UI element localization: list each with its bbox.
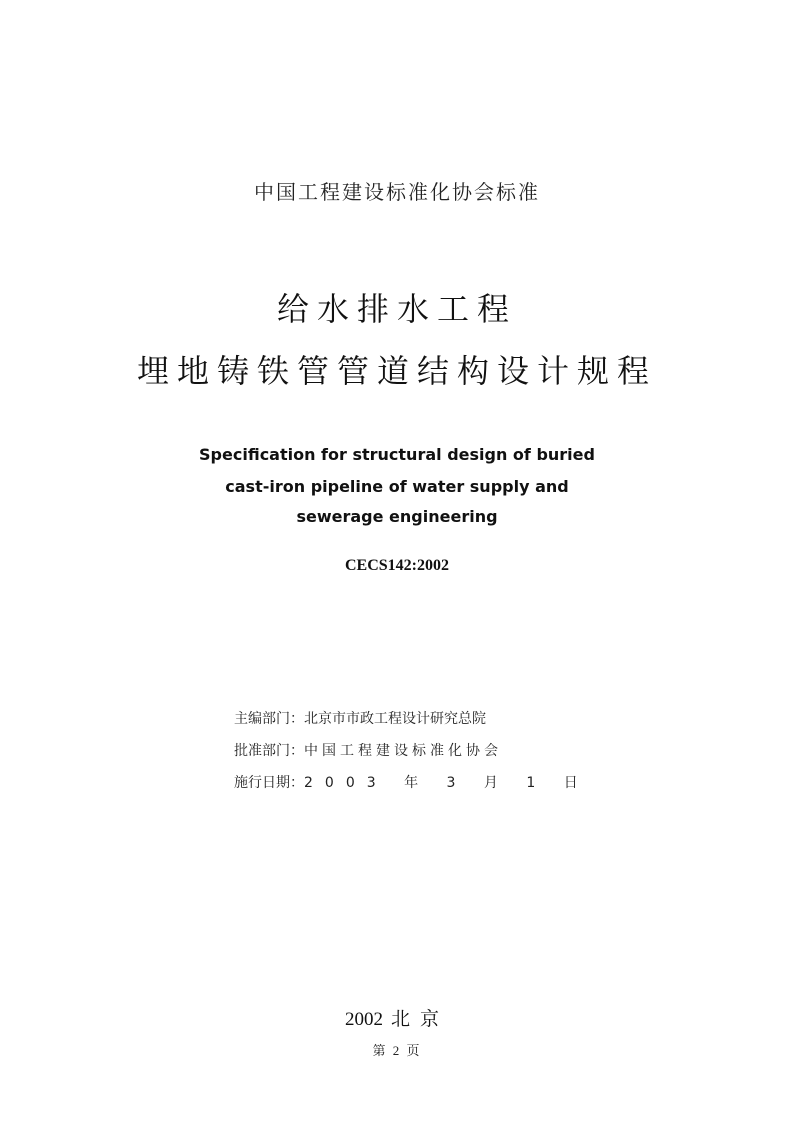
english-title-line-3: sewerage engineering [296,507,498,526]
effective-date-row [234,772,590,792]
standard-code: CECS142:2002 [344,557,449,574]
publication-city: 北京 [390,1009,449,1030]
editor-department-label: 主编部门： [234,711,304,727]
publication-year: 2002 [344,1009,383,1030]
effective-date-value: 2003 年 3 月 1 日 [304,775,590,791]
english-title-line-1: Specification for structural design of buried [199,445,595,464]
editor-department-value: 北京市市政工程设计研究总院 [304,711,486,727]
page-number: 第 2 页 [372,1043,422,1058]
document-title-line-1: 给水排水工程 [276,290,517,328]
approver-department-row [234,740,502,760]
effective-date-label: 施行日期： [234,775,304,791]
document-title-line-2: 埋地铸铁管管道结构设计规程 [136,352,657,390]
approver-department-value: 中国工程建设标准化协会 [304,743,502,759]
english-title-line-2: cast-iron pipeline of water supply and [225,477,569,496]
association-standard-heading: 中国工程建设标准化协会标准 [254,180,540,204]
publication-footer [0,1004,794,1031]
approver-department-label: 批准部门： [234,743,304,759]
editor-department-row [234,708,486,728]
